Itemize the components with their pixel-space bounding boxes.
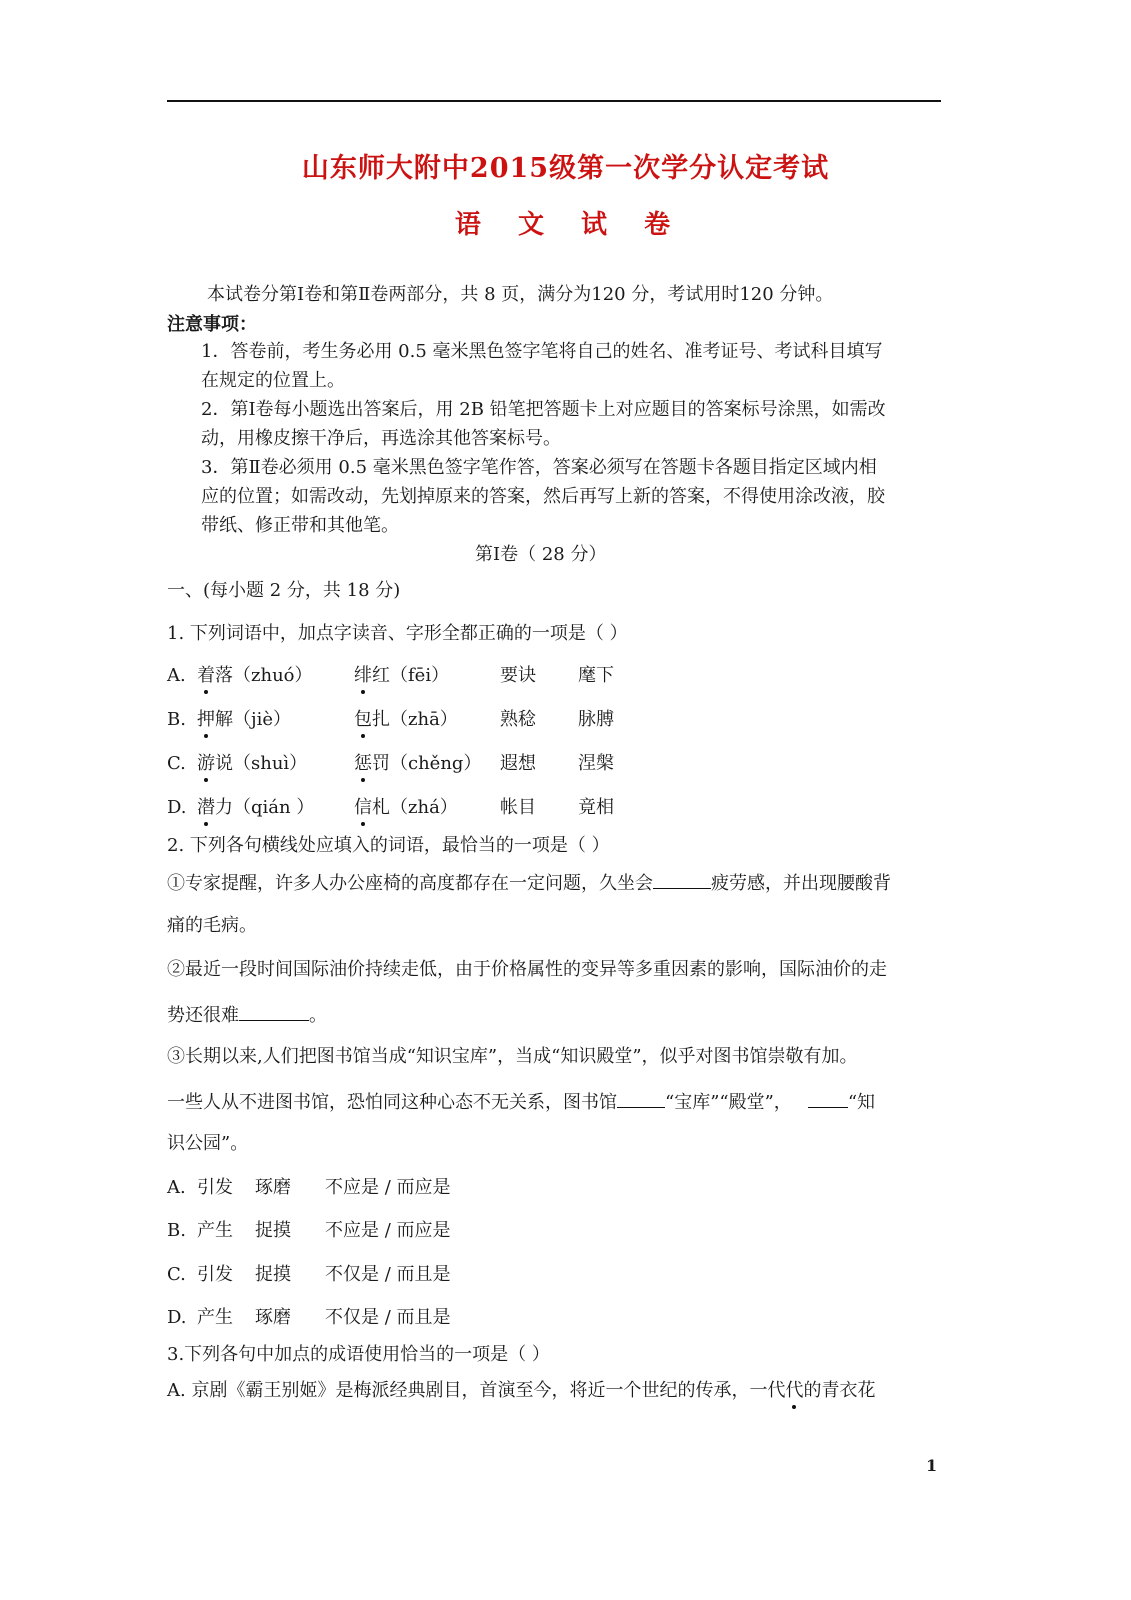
- option-word-2: 捉摸: [255, 1264, 291, 1285]
- option-word-2: 捉摸: [255, 1220, 291, 1241]
- question-3-option-a: A. 京剧《霸王别姬》是梅派经典剧目，首演至今，将近一个世纪的传承，一代代的青衣花: [167, 1380, 876, 1401]
- dotted-char: 游: [197, 753, 215, 774]
- notice-item-3-line-1: 3．第Ⅱ卷必须用 0.5 毫米黑色签字笔作答，答案必须写在答题卡各题目指定区域内相: [201, 457, 877, 478]
- option-word-2: 琢磨: [255, 1307, 291, 1328]
- option-word-3: 不应是 / 而应是: [325, 1177, 451, 1198]
- question-2-sentence-1-cont: 痛的毛病。: [167, 915, 257, 936]
- option-label: C.: [167, 753, 186, 774]
- option-word-2: 信札（zhá）: [354, 797, 458, 818]
- dotted-char: 押: [197, 709, 215, 730]
- notice-item-2-line-1: 2．第Ⅰ卷每小题选出答案后，用 2B 铅笔把答题卡上对应题目的答案标号涂黑，如需改: [201, 399, 886, 420]
- dotted-char: 潜: [197, 797, 215, 818]
- notice-item-1-line-1: 1．答卷前，考生务必用 0.5 毫米黑色签字笔将自己的姓名、准考证号、考试科目填写: [201, 341, 883, 362]
- notice-item-1-line-2: 在规定的位置上。: [201, 370, 345, 391]
- question-1-stem: 1. 下列词语中，加点字读音、字形全都正确的一项是（ ）: [167, 623, 628, 644]
- header-rule: [167, 100, 941, 102]
- intro-text: 本试卷分第Ⅰ卷和第Ⅱ卷两部分，共 8 页，满分为120 分，考试用时120 分钟。: [207, 284, 834, 305]
- dotted-char: 绯: [354, 665, 372, 686]
- option-word-1: 产生: [197, 1220, 233, 1241]
- question-2-sentence-2: ②最近一段时间国际油价持续走低，由于价格属性的变异等多重因素的影响，国际油价的走: [167, 959, 887, 980]
- option-label: C.: [167, 1264, 186, 1285]
- option-label: B.: [167, 709, 186, 730]
- option-word-1: 押解（jiè）: [197, 709, 291, 730]
- option-word-1: 引发: [197, 1264, 233, 1285]
- part-1-title: 第Ⅰ卷（ 28 分）: [475, 544, 607, 565]
- answer-blank: [239, 1002, 309, 1021]
- question-2-sentence-3-cont: 一些人从不进图书馆，恐怕同这种心态不无关系，图书馆 “宝库”“殿堂”， “知: [167, 1089, 875, 1115]
- option-word-2: 绯红（fēi）: [354, 665, 450, 686]
- option-word-3: 要诀: [500, 665, 536, 686]
- question-2-sentence-3-end: 识公园”。: [167, 1133, 249, 1154]
- option-word-2: 惩罚（chěng）: [354, 753, 482, 774]
- option-word-1: 潜力（qián ）: [197, 797, 315, 818]
- option-word-3: 不应是 / 而应是: [325, 1220, 451, 1241]
- option-label: B.: [167, 1220, 186, 1241]
- question-2-sentence-1: ①专家提醒，许多人办公座椅的高度都存在一定问题，久坐会 疲劳感，并出现腰酸背: [167, 870, 891, 896]
- option-word-3: 帐目: [500, 797, 536, 818]
- notice-item-3-line-2: 应的位置；如需改动，先划掉原来的答案，然后再写上新的答案，不得使用涂改液，胶: [201, 486, 885, 507]
- section-1-heading: 一、(每小题 2 分，共 18 分): [167, 580, 401, 601]
- notice-heading: 注意事项：: [167, 314, 257, 335]
- option-word-3: 熟稔: [500, 709, 536, 730]
- option-word-4: 涅槃: [578, 753, 614, 774]
- option-label: D.: [167, 797, 187, 818]
- option-word-2: 包扎（zhā）: [354, 709, 458, 730]
- option-label: A.: [167, 665, 186, 686]
- dotted-char: 惩: [354, 753, 372, 774]
- option-word-1: 游说（shuì）: [197, 753, 308, 774]
- option-word-4: 麾下: [578, 665, 614, 686]
- exam-title: 山东师大附中2015级第一次学分认定考试: [301, 153, 830, 184]
- notice-item-3-line-3: 带纸、修正带和其他笔。: [201, 515, 399, 536]
- question-2-stem: 2. 下列各句横线处应填入的词语，最恰当的一项是（ ）: [167, 835, 610, 856]
- option-word-3: 不仅是 / 而且是: [325, 1307, 451, 1328]
- option-word-3: 不仅是 / 而且是: [325, 1264, 451, 1285]
- question-2-sentence-2-cont: 势还很难 。: [167, 1002, 327, 1028]
- answer-blank: [653, 870, 711, 889]
- answer-blank: [808, 1089, 848, 1108]
- question-2-sentence-3: ③长期以来,人们把图书馆当成“知识宝库”，当成“知识殿堂”，似乎对图书馆崇敬有加。: [167, 1046, 858, 1067]
- answer-blank: [617, 1089, 665, 1108]
- option-word-1: 产生: [197, 1307, 233, 1328]
- option-word-3: 遐想: [500, 753, 536, 774]
- dotted-char: 代: [785, 1380, 804, 1401]
- question-3-stem: 3.下列各句中加点的成语使用恰当的一项是（ ）: [167, 1344, 550, 1365]
- page-number: 1: [926, 1456, 938, 1475]
- dotted-char: 信: [354, 797, 372, 818]
- exam-subtitle: 语 文 试 卷: [454, 210, 685, 240]
- option-word-4: 脉膊: [578, 709, 614, 730]
- notice-item-2-line-2: 动，用橡皮擦干净后，再选涂其他答案标号。: [201, 428, 561, 449]
- option-word-1: 着落（zhuó）: [197, 665, 313, 686]
- option-word-2: 琢磨: [255, 1177, 291, 1198]
- dotted-char: 包: [354, 709, 372, 730]
- option-word-1: 引发: [197, 1177, 233, 1198]
- option-label: D.: [167, 1307, 187, 1328]
- dotted-char: 着: [197, 665, 215, 686]
- option-label: A.: [167, 1177, 186, 1198]
- option-word-4: 竟相: [578, 797, 614, 818]
